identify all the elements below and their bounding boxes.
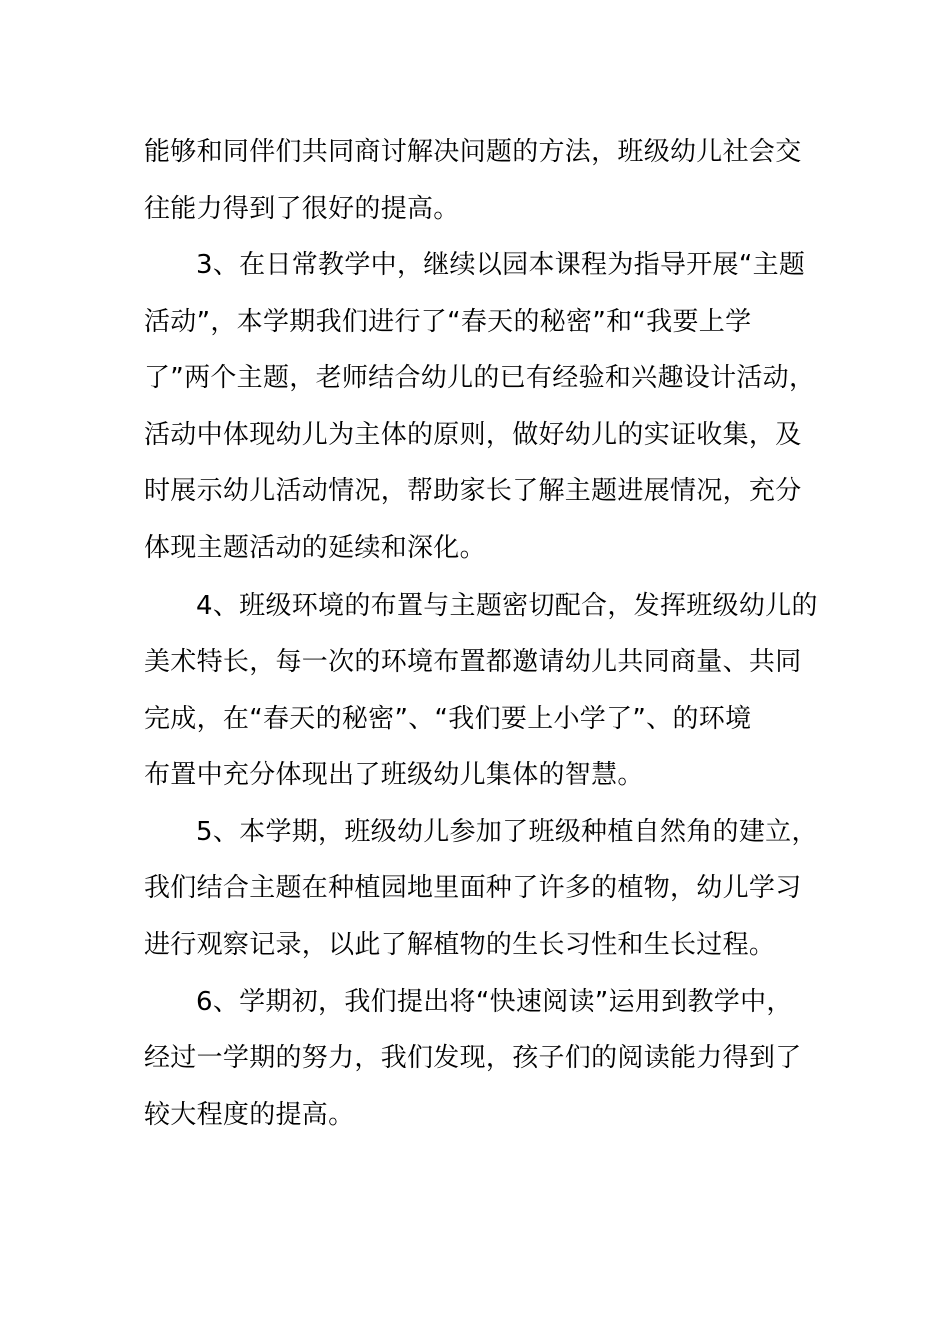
- text-line: 进行观察记录，以此了解植物的生长习性和生长过程。: [144, 930, 776, 960]
- text-line: 布置中充分体现出了班级幼儿集体的智慧。: [144, 760, 644, 790]
- text-line: 能够和同伴们共同商讨解决问题的方法，班级幼儿社会交: [144, 137, 802, 167]
- text-line: 活动”，本学期我们进行了“春天的秘密”和“我要上学: [144, 307, 752, 337]
- paragraph-5-first-line: 5、本学期，班级幼儿参加了班级种植自然角的建立，: [196, 817, 818, 847]
- paragraph-6-first-line: 6、学期初，我们提出将“快速阅读”运用到教学中，: [196, 987, 793, 1017]
- text-line: 经过一学期的努力，我们发现，孩子们的阅读能力得到了: [144, 1043, 802, 1073]
- text-line: 往能力得到了很好的提高。: [144, 194, 460, 224]
- text-line: 活动中体现幼儿为主体的原则，做好幼儿的实证收集，及: [144, 420, 802, 450]
- paragraph-3-first-line: 3、在日常教学中，继续以园本课程为指导开展“主题: [196, 250, 806, 280]
- text-line: 体现主题活动的延续和深化。: [144, 533, 486, 563]
- text-line: 完成，在“春天的秘密”、“我们要上小学了”、的环境: [144, 704, 752, 734]
- text-line: 较大程度的提高。: [144, 1100, 355, 1130]
- paragraph-4-first-line: 4、班级环境的布置与主题密切配合，发挥班级幼儿的: [196, 591, 818, 621]
- text-line: 美术特长，每一次的环境布置都邀请幼儿共同商量、共同: [144, 647, 802, 677]
- text-line: 了”两个主题，老师结合幼儿的已有经验和兴趣设计活动，: [144, 363, 816, 393]
- text-line: 时展示幼儿活动情况，帮助家长了解主题进展情况，充分: [144, 476, 802, 506]
- text-line: 我们结合主题在种植园地里面种了许多的植物，幼儿学习: [144, 873, 802, 903]
